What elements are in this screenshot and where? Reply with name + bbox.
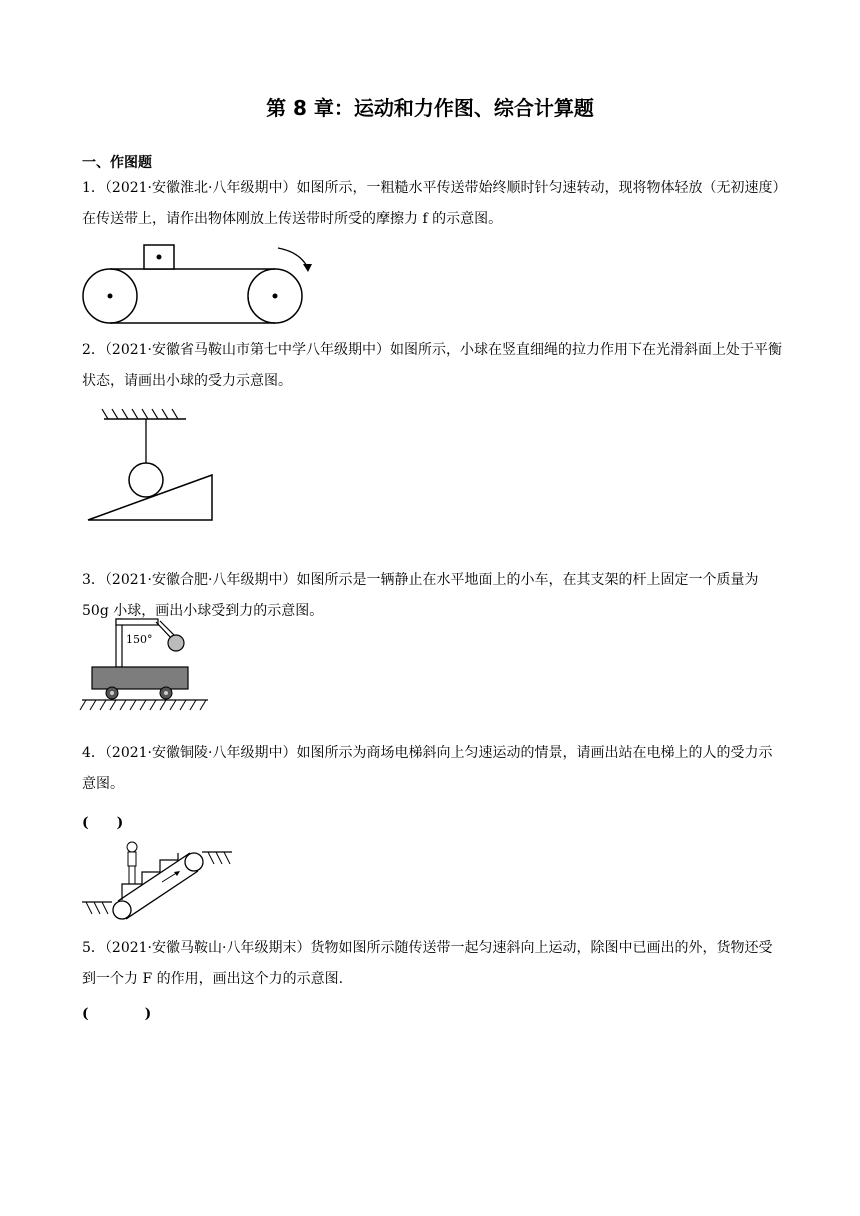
question-text: （2021·安徽马鞍山·八年级期末）货物如图所示随传送带一起匀速斜向上运动，除图中已画出的外，货物还受到一个力 F 的作用，画出这个力的示意图.: [82, 940, 773, 987]
ball-on-slope-figure: [86, 405, 216, 523]
conveyor-belt-figure: [82, 242, 314, 328]
answer-blank: ( ): [82, 815, 124, 831]
angle-label: 150°: [126, 633, 153, 646]
escalator-figure: [82, 838, 234, 922]
question-number: 3．: [82, 572, 105, 588]
question-text: （2021·安徽合肥·八年级期中）如图所示是一辆静止在水平地面上的小车，在其支架的杆上固定一个质量为 50g 小球，画出小球受到力的示意图。: [82, 572, 759, 619]
question-2: [82, 335, 782, 397]
question-text: （2021·安徽淮北·八年级期中）如图所示，一粗糙水平传送带始终顺时针匀速转动，现将物体轻放（无初速度）在传送带上，请作出物体刚放上传送带时所受的摩擦力 f 的示意图。: [82, 180, 780, 227]
question-number: 4．: [82, 745, 105, 761]
question-text: （2021·安徽铜陵·八年级期中）如图所示为商场电梯斜向上匀速运动的情景，请画出站在电梯上的人的受力示意图。: [82, 745, 773, 792]
page-title: 第 8 章：运动和力作图、综合计算题: [266, 96, 594, 120]
question-4: [82, 738, 782, 800]
question-number: 1．: [82, 180, 105, 196]
answer-blank: ( ): [82, 1006, 152, 1022]
section-heading: 一、作图题: [82, 155, 152, 171]
question-5: [82, 933, 782, 995]
question-number: 2．: [82, 342, 105, 358]
question-number: 5．: [82, 940, 105, 956]
question-text: （2021·安徽省马鞍山市第七中学八年级期中）如图所示，小球在竖直细绳的拉力作用下在光滑斜面上处于平衡状态，请画出小球的受力示意图。: [82, 342, 782, 389]
question-1: [82, 173, 782, 235]
cart-with-ball-figure: [80, 617, 212, 715]
